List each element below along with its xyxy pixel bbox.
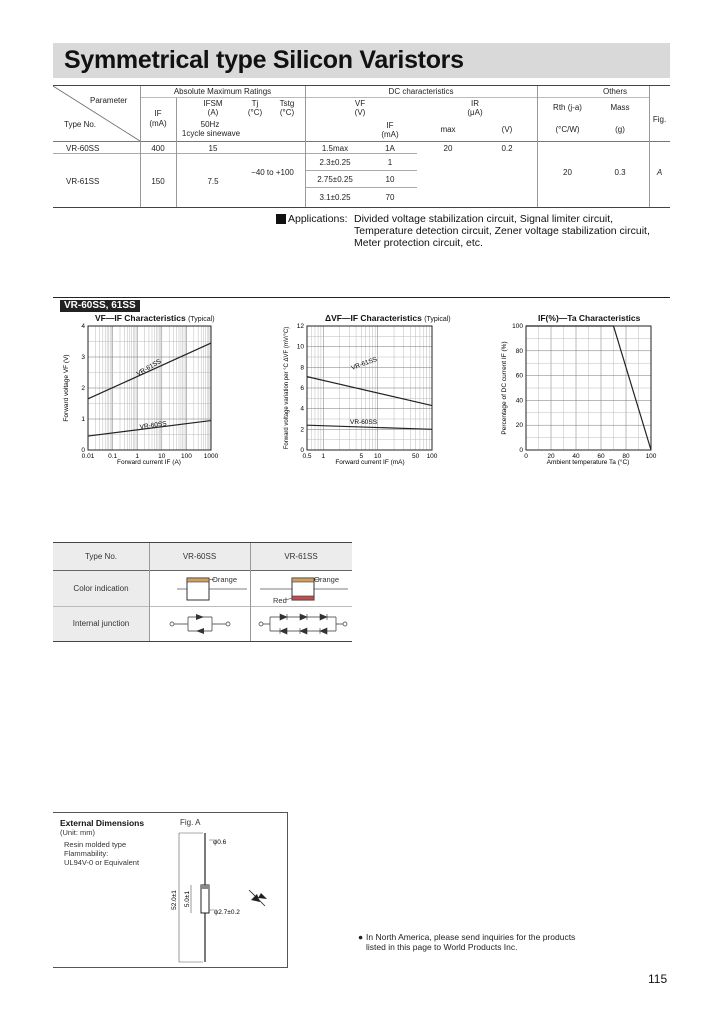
chart3-yticks <box>512 323 523 454</box>
row2-if-3: 70 <box>385 193 395 202</box>
ext-dim-lead: φ0.6 <box>213 839 227 846</box>
ext-dim-dia: φ2.7±0.2 <box>214 909 240 916</box>
hdr-ifsm-note2: 1cycle sinewave <box>181 129 241 138</box>
chart2-title-main: ΔVF—IF Characteristics <box>325 313 422 323</box>
y-tick-label: 0 <box>300 447 304 454</box>
x-tick-label: 1 <box>135 453 140 460</box>
row2-ifsm: 7.5 <box>207 177 219 186</box>
row-divider-dc <box>305 153 417 154</box>
hdr-abs-max: Absolute Maximum Ratings <box>173 87 272 96</box>
ext-dimension-drawing <box>165 830 275 965</box>
col-sep <box>176 98 177 207</box>
vr60ss-junction-diagram <box>160 610 240 638</box>
table-top-rule <box>53 85 670 86</box>
hdr-vf-unit: (V) <box>354 108 366 117</box>
row2-if: 150 <box>151 177 165 186</box>
ext-dim-body: 5.0±1 <box>184 890 191 908</box>
chart3 <box>496 318 661 468</box>
chart2-yticks <box>297 323 305 454</box>
hdr-mass: Mass <box>610 103 630 112</box>
dc-underline <box>305 97 537 98</box>
hdr-ir-unit: (μA) <box>467 108 483 117</box>
applications-line-3: Meter protection circuit, etc. <box>354 237 483 249</box>
vr61ss-junction-diagram <box>256 610 350 638</box>
hdr-fig: Fig. <box>652 115 667 124</box>
section-rule <box>53 297 670 298</box>
hdr-if: IF <box>154 109 162 118</box>
vr60ss-orange-label: Orange <box>212 575 238 584</box>
row-divider-sub2 <box>305 187 417 188</box>
ext-title: External Dimensions <box>60 818 145 828</box>
hdr-vf: VF <box>354 99 366 108</box>
chart1 <box>58 318 228 468</box>
mass-value: 0.3 <box>614 168 626 177</box>
x-tick-label: 60 <box>597 453 605 460</box>
y-tick-label: 100 <box>512 323 523 330</box>
x-tick-label: 40 <box>572 453 580 460</box>
y-tick-label: 10 <box>296 343 304 351</box>
hdr-ifsm-unit: (A) <box>207 108 219 117</box>
y-tick-label: 40 <box>515 397 523 405</box>
t2-col-60: VR-60SS <box>182 552 217 561</box>
x-tick-label: 0 <box>524 453 528 460</box>
vr61ss-orange-label: Orange <box>314 575 340 584</box>
chart1-title-main: VF—IF Characteristics <box>95 313 186 323</box>
chart3-title: IF(%)—Ta Characteristics <box>538 313 641 323</box>
chart1-ylabel: Forward voltage VF (V) <box>63 354 70 422</box>
chart1-label-s1: VR-61SS <box>135 358 163 378</box>
page-number: 115 <box>648 972 668 986</box>
chart2-grid <box>307 326 432 450</box>
hdr-tj: Tj <box>251 99 259 108</box>
ext-note-1: Resin molded type <box>64 840 127 849</box>
hdr-rth: Rth (j-a) <box>553 103 582 112</box>
ext-note-2: Flammability: <box>64 849 109 858</box>
chart2-xlabel: Forward current IF (mA) <box>335 459 405 466</box>
ext-note-3: UL94V-0 or Equivalent <box>64 858 140 867</box>
chart1-yticks <box>81 323 85 454</box>
row1-ifsm: 15 <box>208 144 218 153</box>
y-tick-label: 4 <box>81 323 85 330</box>
chart1-grid <box>88 326 211 450</box>
vr61ss-red-label: Red <box>273 596 287 605</box>
row1-vf: 1.5max <box>321 144 349 153</box>
t2-row-rule <box>53 606 352 607</box>
x-tick-label: 10 <box>374 453 382 460</box>
chart1-label-s2: VR-60SS <box>139 420 168 431</box>
ext-fig: Fig. A <box>180 818 201 827</box>
y-tick-label: 6 <box>300 385 304 392</box>
hdr-if2: IF <box>386 121 394 130</box>
page-title: Symmetrical type Silicon Varistors <box>64 46 464 74</box>
row-divider <box>53 153 305 154</box>
row2-vf-1: 2.3±0.25 <box>319 158 351 167</box>
y-tick-label: 1 <box>81 416 85 423</box>
row2-if-2: 10 <box>385 175 395 184</box>
chart2-label-s2: VR-60SS <box>350 419 378 426</box>
x-tick-label: 0.01 <box>81 453 95 460</box>
y-tick-label: 3 <box>81 354 85 361</box>
hdr-tj-unit: (°C) <box>247 108 263 117</box>
y-tick-label: 8 <box>300 364 304 372</box>
y-tick-label: 60 <box>515 372 523 380</box>
x-tick-label: 1000 <box>203 453 219 460</box>
t2-row-junction: Internal junction <box>72 619 130 628</box>
t2-row-color: Color indication <box>73 584 129 593</box>
applications-line-1: Divided voltage stabilization circuit, Signal limiter circuit, <box>354 213 614 225</box>
x-tick-label: 10 <box>158 453 166 460</box>
row1-type: VR-60SS <box>66 144 100 153</box>
hdr-rth-unit: (°C/W) <box>555 125 580 134</box>
hdr-ifsm: IFSM <box>203 99 223 108</box>
hdr-ifsm-note1: 50Hz <box>200 120 220 129</box>
ext-dim-total: 52.0±1 <box>171 890 178 910</box>
x-tick-label: 1 <box>321 453 326 460</box>
x-tick-label: 0.5 <box>302 453 312 460</box>
y-tick-label: 0 <box>519 447 523 454</box>
col-sep <box>649 86 650 207</box>
row2-type: VR-61SS <box>66 177 100 186</box>
x-tick-label: 50 <box>412 453 420 460</box>
section-tag: VR-60SS, 61SS <box>60 300 140 312</box>
x-tick-label: 100 <box>180 453 192 460</box>
hdr-max: max <box>440 125 456 134</box>
row2-if-1: 1 <box>387 158 393 167</box>
rth-value: 20 <box>563 168 572 177</box>
hdr-if-unit: (mA) <box>149 119 167 128</box>
hdr-ir: IR <box>471 99 479 108</box>
fig-ref: A <box>656 168 663 177</box>
hdr-if2-unit: (mA) <box>381 130 399 139</box>
y-tick-label: 20 <box>515 422 523 430</box>
y-tick-label: 4 <box>300 405 304 413</box>
hdr-tstg: Tstg <box>279 99 295 108</box>
na-note-line-1: In North America, please send inquiries for the products <box>366 932 576 942</box>
hdr-tstg-unit: (°C) <box>279 108 295 117</box>
t2-col-61: VR-61SS <box>284 552 318 561</box>
chart2 <box>282 318 442 468</box>
row-divider-sub1 <box>305 170 417 171</box>
na-bullet-icon: ● <box>358 932 364 942</box>
applications-label: Applications: <box>288 213 348 225</box>
chart3-ylabel: Percentage of DC current IF (%) <box>501 341 508 435</box>
hdr-v-unit: (V) <box>501 125 513 134</box>
ext-unit: (Unit: mm) <box>60 828 95 837</box>
chart3-xlabel: Ambient temperature Ta (°C) <box>546 459 630 466</box>
y-tick-label: 12 <box>296 323 304 330</box>
chart2-title-typ: (Typical) <box>424 316 451 323</box>
x-tick-label: 80 <box>622 453 630 460</box>
col-sep <box>537 86 538 207</box>
others-underline <box>537 97 649 98</box>
y-tick-label: 2 <box>81 385 85 392</box>
absmax-underline <box>140 97 305 98</box>
row2-vf-3: 3.1±0.25 <box>319 193 351 202</box>
row1-ir-max: 20 <box>443 144 453 153</box>
t2-col-type: Type No. <box>84 552 117 561</box>
bullet-square-icon <box>276 214 286 224</box>
chart1-title-typ: (Typical) <box>188 316 215 323</box>
chart2-label-s1: VR-61SS <box>350 356 379 372</box>
chart2-ylabel: Forward voltage variation per °C ΔVF (mV/°C) <box>284 326 290 450</box>
x-tick-label: 5 <box>359 453 364 460</box>
row1-if: 400 <box>151 144 165 153</box>
x-tick-label: 100 <box>645 453 657 460</box>
y-tick-label: 0 <box>81 447 85 454</box>
varistor-symbol-icon <box>249 890 267 906</box>
x-tick-label: 0.1 <box>108 453 118 460</box>
hdr-others: Others <box>602 87 627 96</box>
y-tick-label: 80 <box>515 347 523 355</box>
hdr-mass-unit: (g) <box>615 125 625 134</box>
applications-line-2: Temperature detection circuit, Zener voltage stabilization circuit, <box>354 225 650 237</box>
chart1-xlabel: Forward current IF (A) <box>117 459 181 466</box>
temp-range: −40 to +100 <box>251 168 294 177</box>
y-tick-label: 2 <box>300 426 304 434</box>
x-tick-label: 20 <box>547 453 555 460</box>
hdr-parameter: Parameter <box>90 96 128 105</box>
hdr-type-no: Type No. <box>64 120 97 129</box>
row1-vr: 0.2 <box>501 144 513 153</box>
row1-if-test: 1A <box>385 144 395 153</box>
header-diagonal <box>53 86 140 141</box>
t2-bottom-rule <box>53 641 352 642</box>
hdr-dc: DC characteristics <box>388 87 454 96</box>
table-header-rule <box>53 141 670 142</box>
table-bottom-rule <box>53 207 670 208</box>
x-tick-label: 100 <box>426 453 438 460</box>
row2-vf-2: 2.75±0.25 <box>317 175 353 184</box>
na-note-line-2: listed in this page to World Products Inc. <box>366 942 518 952</box>
